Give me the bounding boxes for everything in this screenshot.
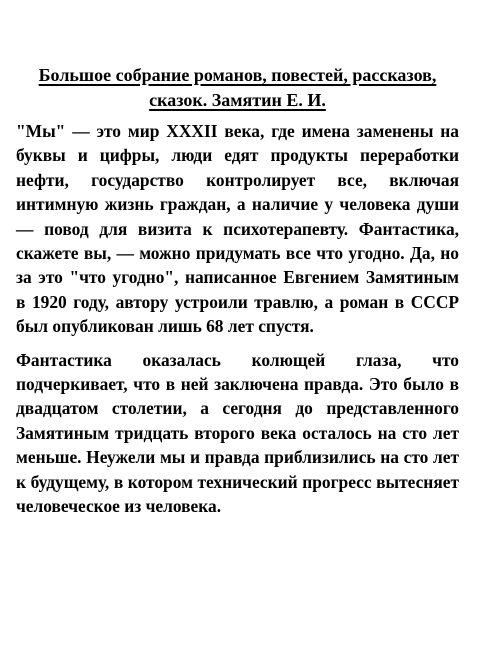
document-body xyxy=(16,63,459,528)
paragraph-2: Фантастика оказалась колющей глаза, что подчеркивает, что в ней заключена правда. Это было в двадцатом столетии, а сегодня до представленного Замятиным тридцать второго века осталось на сто лет меньше. Неужели мы и правда приблизились на сто лет к будущему, в котором технический прогресс вытесняет человеческое из человека. xyxy=(16,349,459,517)
paragraph-1: "Мы" — это мир XXXII века, где имена заменены на буквы и цифры, люди едят продукты переработки нефти, государство контролирует все, включая интимную жизнь граждан, а наличие у человека души — повод для визита к психотерапевту. Фантастика, скажете вы, — можно придумать все что угодно. Да, но за это "что угодно", написанное Евгением Замятиным в 1920 году, автору устроили травлю, а роман в СССР был опубликован лишь 68 лет спустя. xyxy=(16,121,459,337)
document-title: Большое собрание романов, повестей, рассказов, сказок. Замятин Е. И. xyxy=(38,65,437,110)
